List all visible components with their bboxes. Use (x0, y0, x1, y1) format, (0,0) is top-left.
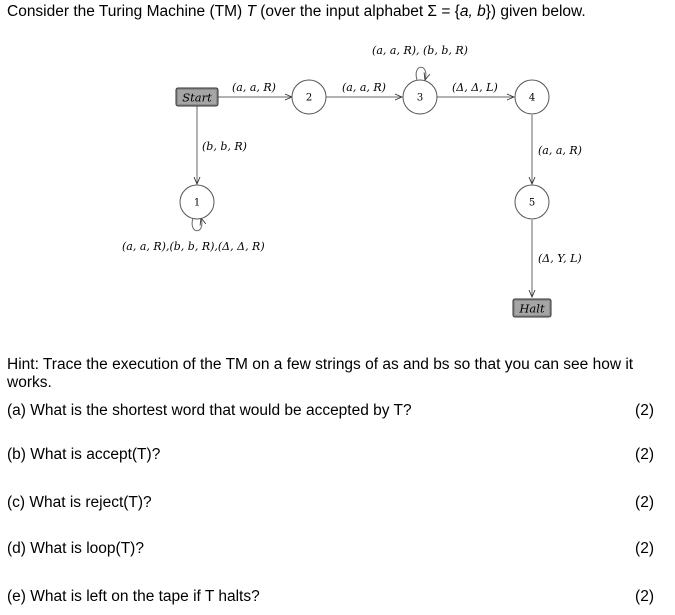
transition-4-to-5: (a, a, R) (538, 144, 582, 157)
start-node (176, 88, 218, 106)
question-b: (b) What is accept(T)? (7, 446, 161, 463)
question-d: (d) What is loop(T)? (7, 540, 144, 557)
question-d-marks: (2) (635, 540, 654, 557)
transition-start-to-2: (a, a, R) (232, 81, 276, 94)
question-e: (e) What is left on the tape if T halts? (7, 588, 260, 605)
state-2-label: 2 (305, 92, 313, 104)
tm-symbol: T (246, 3, 256, 20)
intro-prefix: Consider the Turing Machine (TM) (7, 3, 247, 20)
question-b-marks: (2) (635, 446, 654, 463)
hint-text: Hint: Trace the execution of the TM on a few strings of as and bs so that you can see how it works. (7, 356, 634, 391)
state-3-label: 3 (416, 92, 424, 104)
halt-label: Halt (519, 301, 545, 316)
transition-start-to-1: (b, b, R) (202, 140, 247, 153)
transition-2-to-3: (a, a, R) (342, 81, 386, 94)
halt-node (513, 299, 551, 317)
question-a: (a) What is the shortest word that would be accepted by T? (7, 402, 412, 419)
transition-loop-3: (a, a, R), (b, b, R) (372, 44, 468, 57)
start-label: Start (182, 90, 212, 105)
loop-state-1 (192, 218, 202, 231)
question-c-marks: (2) (635, 494, 654, 511)
transition-loop-1: (a, a, R),(b, b, R),(Δ, Δ, R) (122, 240, 265, 253)
transition-3-to-4: (Δ, Δ, L) (452, 81, 498, 94)
intro-suffix: }) given below. (485, 3, 586, 20)
loop-state-3 (416, 67, 426, 80)
question-e-marks: (2) (635, 588, 654, 605)
question-a-marks: (2) (635, 402, 654, 419)
intro-middle: (over the input alphabet Σ = { (255, 3, 460, 20)
state-5-label: 5 (528, 197, 536, 209)
question-c: (c) What is reject(T)? (7, 494, 152, 511)
state-1-label: 1 (193, 197, 201, 209)
transition-5-to-halt: (Δ, Y, L) (538, 252, 582, 265)
alphabet-symbols: a, b (459, 3, 486, 20)
state-4-label: 4 (528, 92, 536, 104)
